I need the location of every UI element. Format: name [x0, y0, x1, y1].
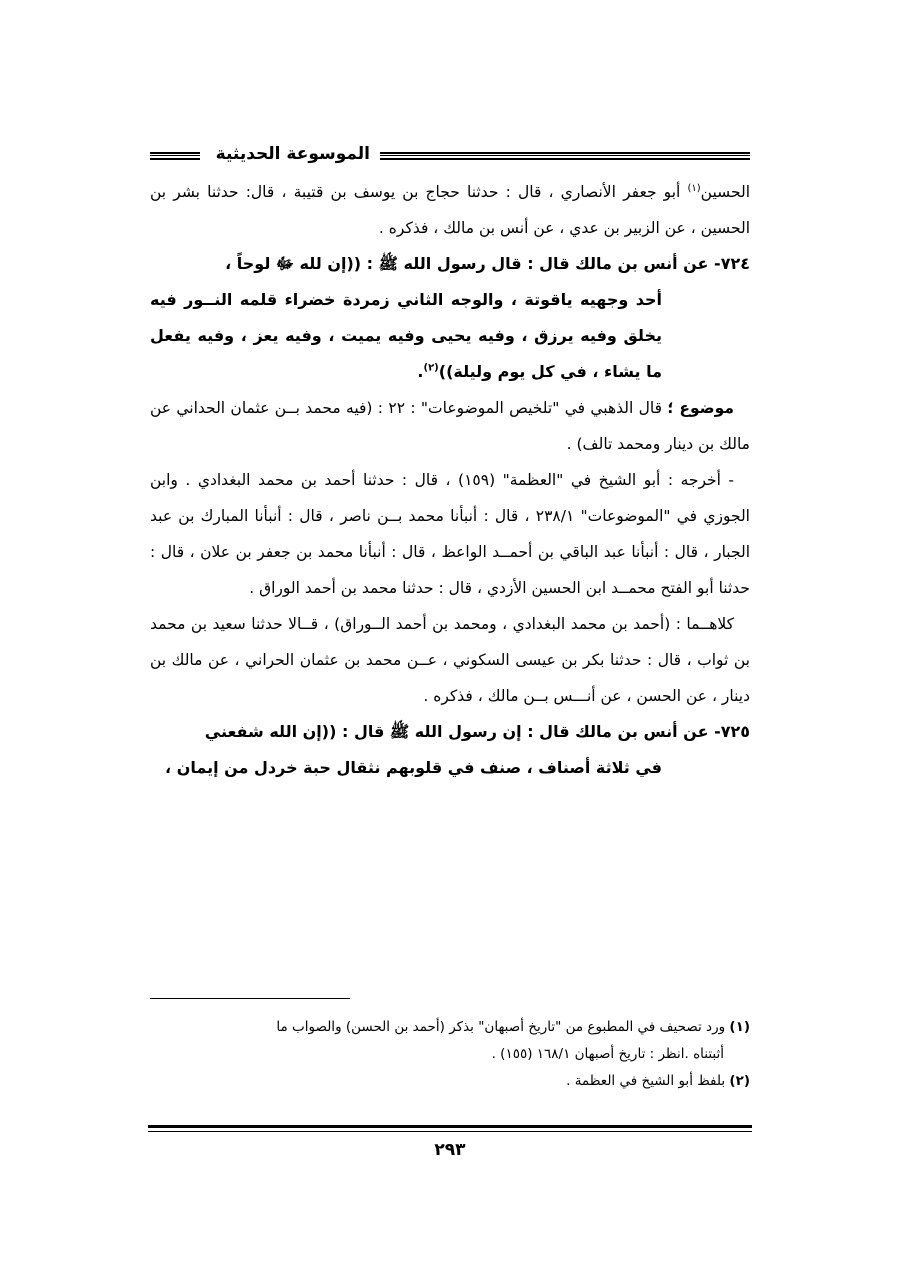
- hadith-725: [150, 714, 750, 786]
- text-span: أبو جعفر الأنصاري ، قال : حدثنا حجاج بن يوسف بن قتيبة ، قال: حدثنا بشر بن الحسين ، عن الزبير بن عدي ، عن أنس بن مالك ، فذكره .: [150, 183, 750, 237]
- paragraph-grading: [150, 390, 750, 462]
- hadith-725-continuation: في ثلاثة أصناف ، صنف في قلوبهم نثقال حبة خردل من إيمان ،: [165, 758, 662, 777]
- footnote-ref-2[interactable]: (٢): [423, 362, 439, 374]
- footer-rule: [148, 1125, 752, 1132]
- paragraph-takhrij: - أخرجه : أبو الشيخ في "العظمة" (١٥٩) ، قال : حدثنا أحمد بن محمد البغدادي . وابن الجوزي في "الموضوعات" ٢٣٨/١ ، قال : أنبأنا محمد بــن ناصر ، قال : أنبأنا المبارك بن عبد الجبار ، قال : أنبأنا عبد الباقي بن أحمــد الواعظ ، قال : أنبأنا محمد بن جعفر بن علان ، قال : حدثنا أبو الفتح محمــد ابن الحسين الأزدي ، قال : حدثنا محمد بن أحمد الوراق .: [150, 471, 750, 597]
- paragraph-both: كلاهــما : (أحمد بن محمد البغدادي ، ومحمد بن أحمد الــوراق) ، قــالا حدثنا سعيد بن محمد بن ثواب ، قال : حدثنا بكر بن عيسى السكوني ، عــن محمد بن عثمان الحراني ، عن مالك بن دينار ، عن الحسن ، عن أنـــس بــن مالك ، فذكره .: [150, 615, 750, 705]
- page-number: ٢٩٣: [434, 1140, 466, 1160]
- footnote-separator: [150, 998, 350, 999]
- footnote-number: (٢): [729, 1073, 750, 1089]
- hadith-724: [150, 246, 750, 390]
- body-text: [150, 174, 750, 786]
- grading-label: موضوع ؛: [667, 399, 734, 417]
- text-span: قال الذهبي في "تلخيص الموضوعات" : ٢٢ : (فيه محمد بــن عثمان الحداني عن مالك بن دينار ومحمد تالف) .: [150, 399, 750, 453]
- hadith-725-first-line: ٧٢٥- عن أنس بن مالك قال : إن رسول الله ﷺ قال : ((إن الله شفعني: [204, 722, 750, 741]
- hadith-724-first-line: ٧٢٤- عن أنس بن مالك قال : قال رسول الله ﷺ : ((إن لله ﷻ لوحاً ،: [225, 254, 750, 273]
- footnote-2: [150, 1068, 750, 1095]
- header-title: الموسوعة الحديثية: [215, 144, 370, 164]
- footnote-1: [150, 1014, 750, 1068]
- footnote-text: ورد تصحيف في المطبوع من "تاريخ أصبهان" بذكر (أحمد بن الحسن) والصواب ما: [276, 1019, 730, 1035]
- text-span: .: [417, 362, 424, 381]
- footnote-continuation: أثبتناه .انظر : تاريخ أصبهان ١٦٨/١ (١٥٥) .: [491, 1046, 724, 1062]
- footnote-ref-1[interactable]: (١): [687, 182, 701, 194]
- page-content: [150, 140, 750, 786]
- footnote-number: (١): [729, 1019, 750, 1035]
- footnote-text: بلفظ أبو الشيخ في العظمة .: [566, 1073, 730, 1089]
- header-rule-left: [150, 152, 200, 160]
- text-span: أحد وجهيه ياقوتة ، والوجه الثاني زمردة خضراء قلمه النــور فيه يخلق وفيه يرزق ، وفيه يحيى وفيه يميت ، وفيه يعز ، وفيه يفعل ما يشاء ، في كل يوم وليلة)): [150, 290, 662, 381]
- paragraph-chain-end: [150, 174, 750, 246]
- footnotes: [150, 1014, 750, 1095]
- hadith-724-continuation: [150, 282, 750, 390]
- running-header: [150, 140, 750, 174]
- text-span: الحسين: [700, 183, 750, 201]
- header-rule-right: [380, 152, 750, 160]
